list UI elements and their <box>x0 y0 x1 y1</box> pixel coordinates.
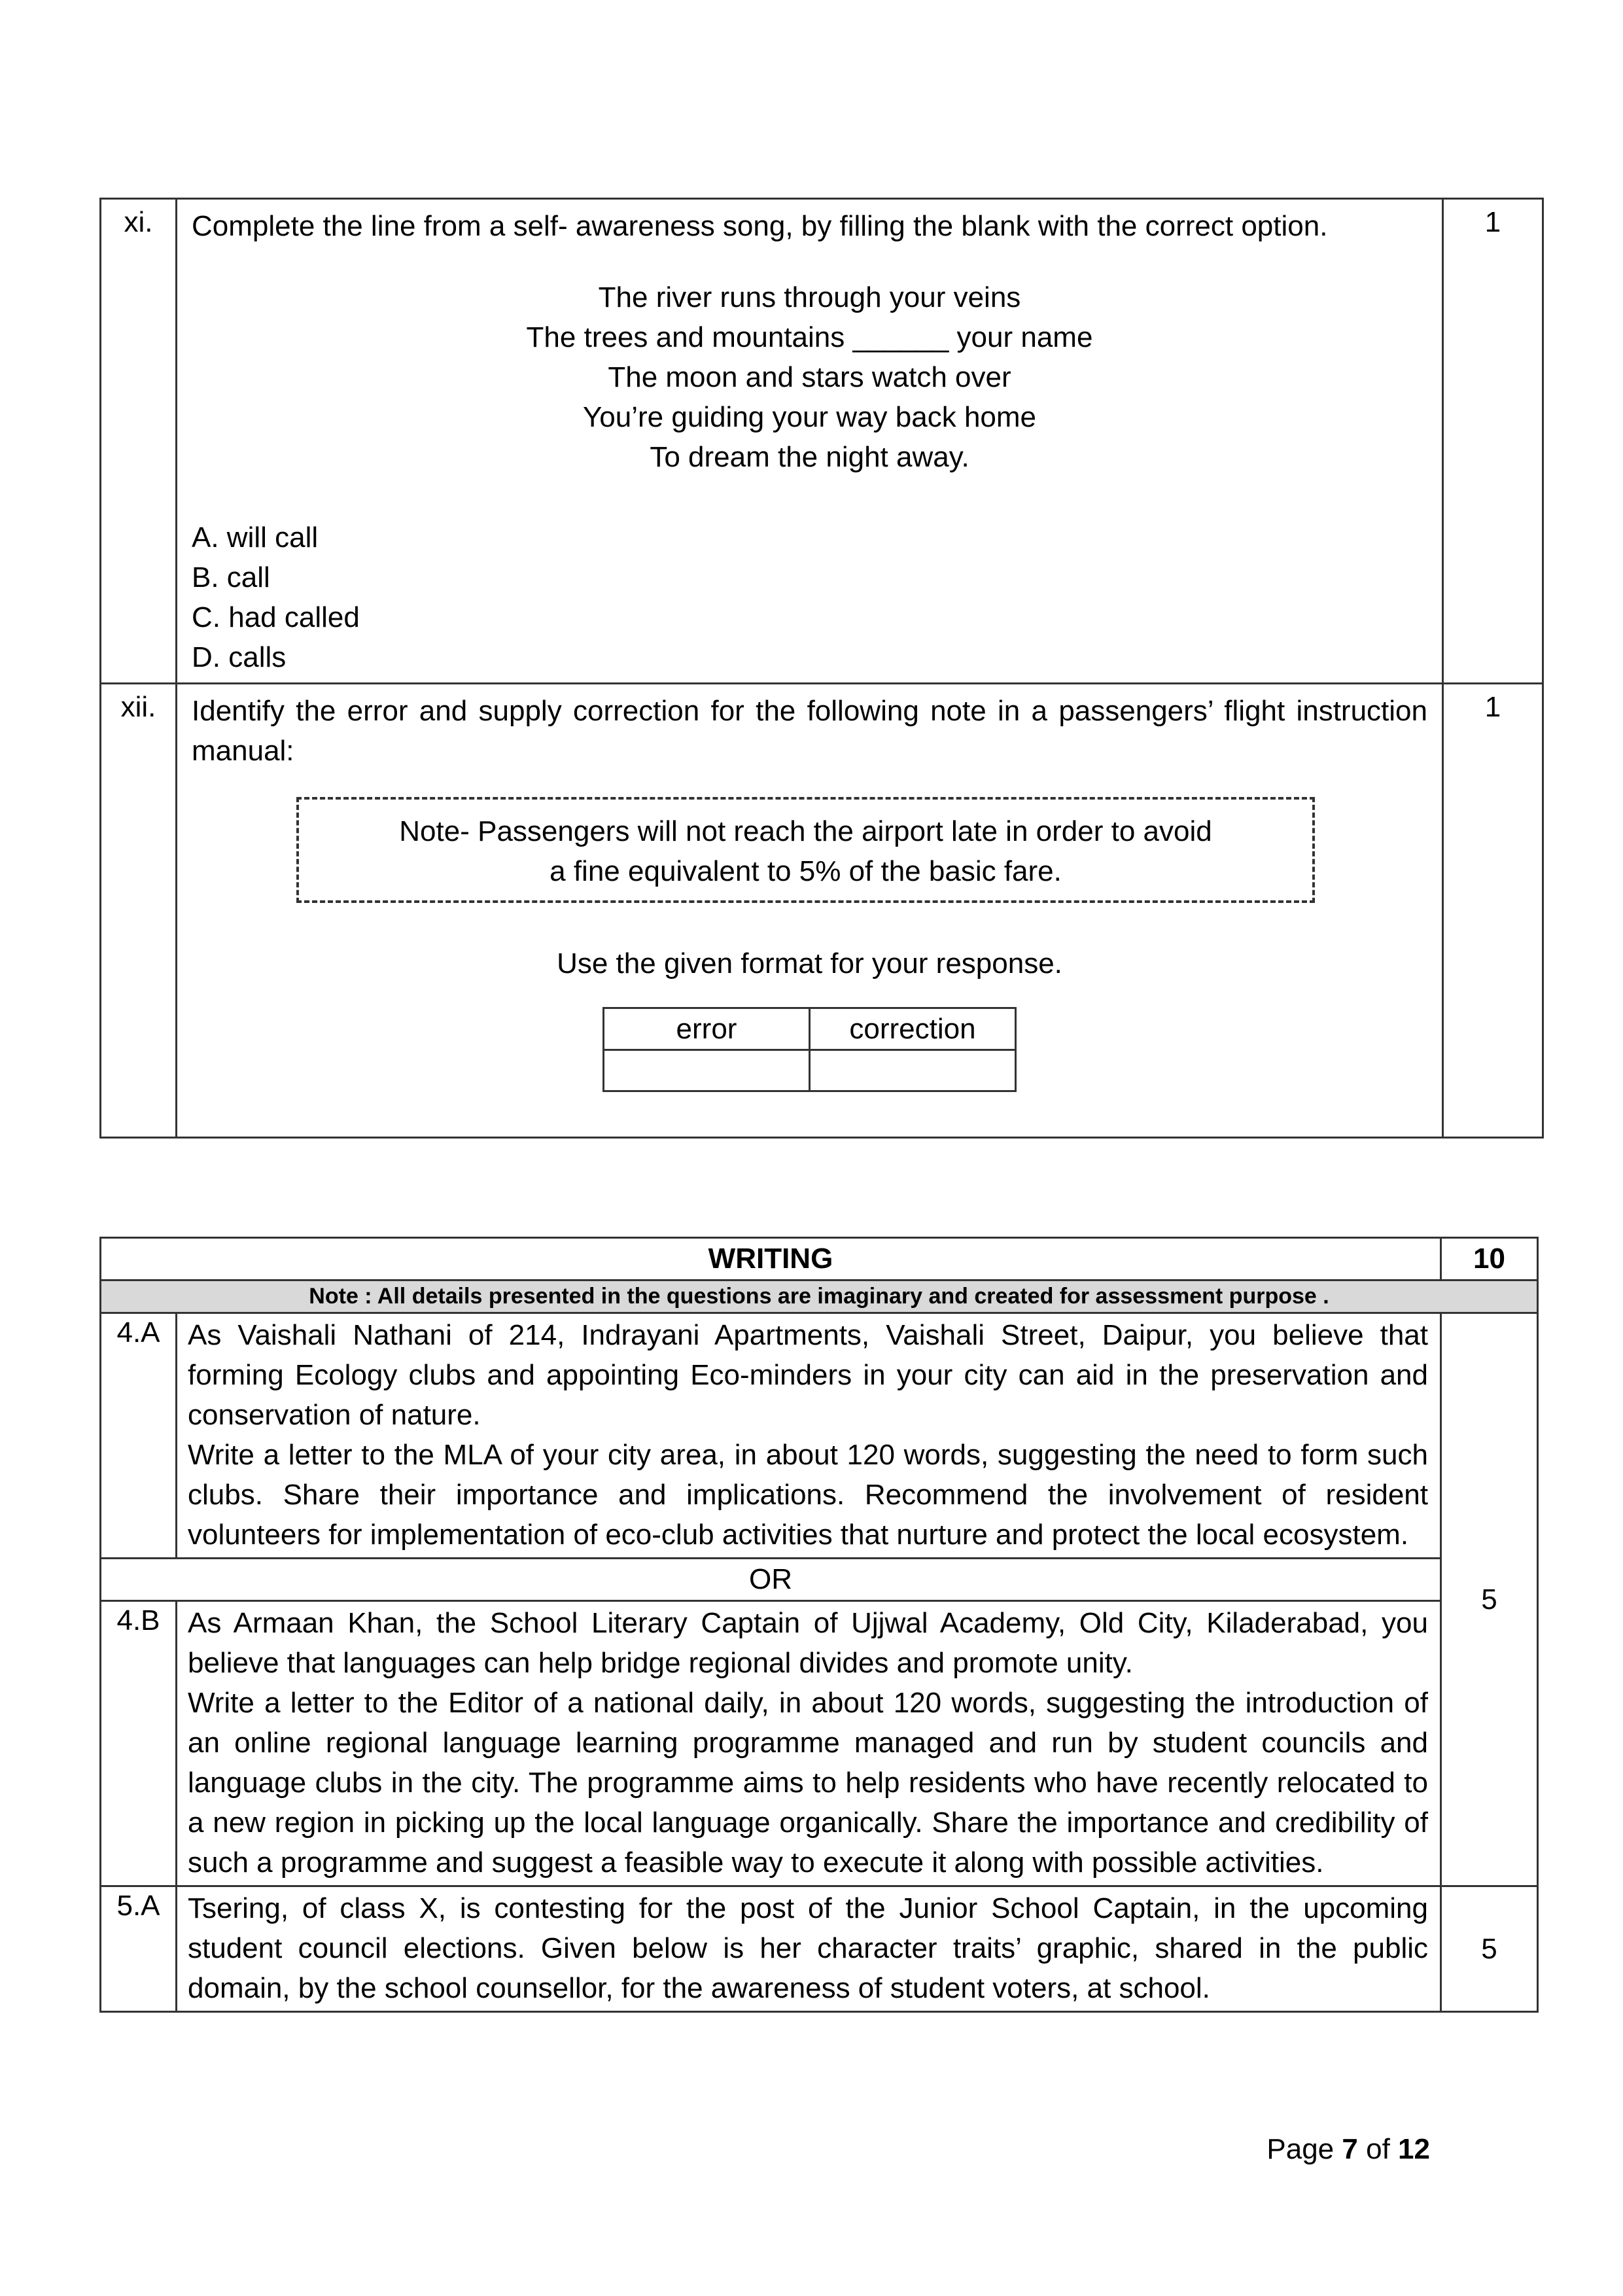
question-marks: 5 <box>1441 1886 1538 2012</box>
question-paragraph: Write a letter to the MLA of your city area, in about 120 words, suggesting the need to form such clubs. Share their importance and implications. Recommend the involvement of resident volunteers for implementation of eco-club activities that nurture and protect the local ecosystem. <box>188 1439 1428 1551</box>
section-note: Note : All details presented in the questions are imaginary and created for assessment purpose . <box>101 1280 1538 1313</box>
poem-line: You’re guiding your way back home <box>582 401 1037 433</box>
poem-line: To dream the night away. <box>650 441 969 473</box>
note-line: a fine equivalent to 5% of the basic fare. <box>550 855 1062 887</box>
page-footer <box>1266 2133 1430 2166</box>
response-format-table <box>602 1007 1017 1092</box>
format-instruction: Use the given format for your response. <box>557 947 1062 980</box>
option-d: D. calls <box>192 641 287 673</box>
note-line: Note- Passengers will not reach the airport late in order to avoid <box>399 815 1212 847</box>
question-number: xii. <box>101 684 177 1138</box>
question-marks: 1 <box>1443 199 1543 684</box>
question-marks: 1 <box>1443 684 1543 1138</box>
question-number: 4.A <box>101 1313 177 1559</box>
question-paragraph: Write a letter to the Editor of a national daily, in about 120 words, suggesting the introduction of an online regional language learning programme managed and run by student councils and language clubs in the city. The programme aims to help residents who have recently relocated to a new region in picking up the local language organically. Share the importance and credibility of such a programme and suggest a feasible way to execute it along with possible activities. <box>188 1687 1428 1879</box>
correction-column-header: correction <box>810 1008 1016 1050</box>
question-row-5a <box>101 1886 1538 2012</box>
error-answer-cell <box>604 1050 810 1091</box>
poem-line: The trees and mountains ______ your name <box>526 321 1093 353</box>
question-number: 4.B <box>101 1601 177 1886</box>
section-total-marks: 10 <box>1441 1238 1538 1280</box>
question-row-4b <box>101 1601 1538 1886</box>
writing-table <box>99 1237 1539 2013</box>
section-title: WRITING <box>101 1238 1441 1280</box>
error-column-header: error <box>604 1008 810 1050</box>
poem-line: The moon and stars watch over <box>608 361 1011 393</box>
question-table <box>99 198 1544 1139</box>
question-row-4a <box>101 1313 1538 1559</box>
option-a: A. will call <box>192 521 319 554</box>
of-label: of <box>1366 2133 1390 2165</box>
or-divider: OR <box>101 1559 1441 1601</box>
question-paragraph: As Vaishali Nathani of 214, Indrayani Apartments, Vaishali Street, Daipur, you believe that forming Ecology clubs and appointing Eco-minders in your city can aid in the preservation and conservation of nature. <box>188 1319 1428 1431</box>
question-row-xi <box>101 199 1543 684</box>
option-b: B. call <box>192 561 270 593</box>
question-number: 5.A <box>101 1886 177 2012</box>
question-body <box>177 1313 1441 1559</box>
question-paragraph: As Armaan Khan, the School Literary Captain of Ujjwal Academy, Old City, Kiladerabad, you believe that languages can help bridge regional divides and promote unity. <box>188 1607 1428 1679</box>
current-page-number: 7 <box>1342 2133 1358 2165</box>
question-row-xii <box>101 684 1543 1138</box>
poem-line: The river runs through your veins <box>598 281 1021 313</box>
correction-answer-cell <box>810 1050 1016 1091</box>
question-body <box>177 199 1443 684</box>
question-body <box>177 1601 1441 1886</box>
question-body: Tsering, of class X, is contesting for the post of the Junior School Captain, in the upcoming student council elections. Given below is her character traits’ graphic, shared in the public domain, by the school counsellor, for the awareness of student voters, at school. <box>177 1886 1441 2012</box>
page-label: Page <box>1266 2133 1335 2165</box>
question-body <box>177 684 1443 1138</box>
question-prompt: Complete the line from a self- awareness song, by filling the blank with the correct option. <box>192 210 1328 242</box>
question-prompt: Identify the error and supply correction for the following note in a passengers’ flight instruction manual: <box>192 695 1427 767</box>
dashed-note-box <box>296 797 1315 903</box>
poem <box>192 277 1427 477</box>
option-c: C. had called <box>192 601 360 633</box>
question-marks: 5 <box>1441 1313 1538 1886</box>
total-page-count: 12 <box>1398 2133 1430 2165</box>
question-number: xi. <box>101 199 177 684</box>
